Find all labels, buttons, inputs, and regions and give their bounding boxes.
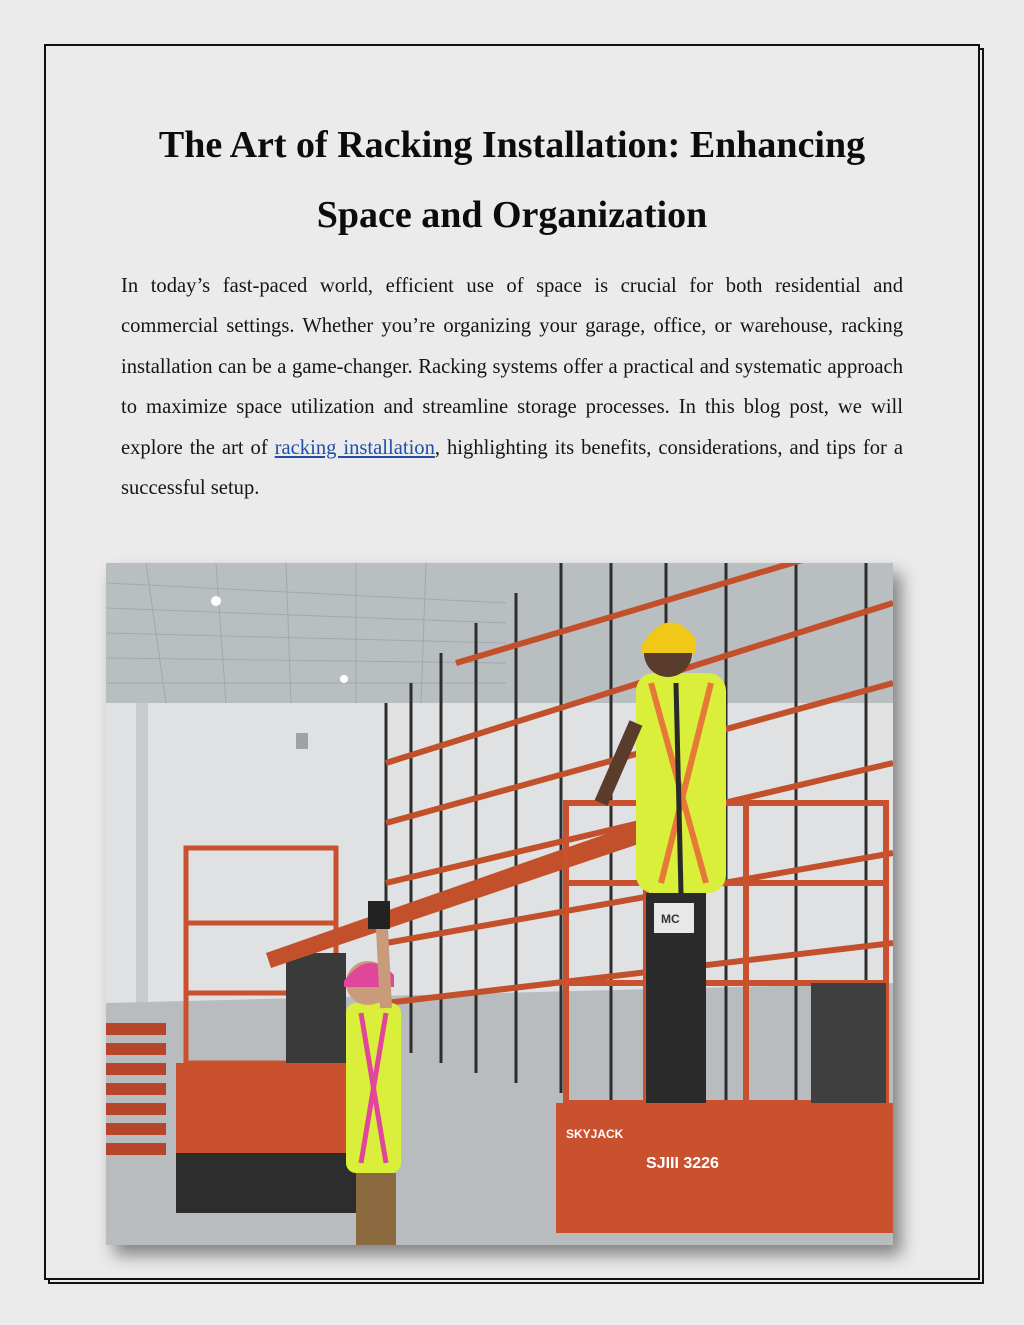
lift-label-brand: SKYJACK: [566, 1127, 624, 1141]
racking-installation-link[interactable]: racking installation: [274, 436, 435, 459]
ceiling-light: [211, 596, 221, 606]
wall-column: [136, 703, 148, 1023]
title-line-2: Space and Organization: [316, 194, 708, 236]
ceiling-light: [340, 675, 348, 683]
lift-label-model: SJIII 3226: [646, 1155, 719, 1172]
racking-installation-illustration: [106, 563, 893, 1245]
page-title: [60, 110, 964, 250]
vest-label: MC: [661, 912, 680, 926]
wall-sign: [296, 733, 308, 749]
intro-text-before-link: In today’s fast-paced world, efficient use of space is crucial for both residential and commercial settings. Whether you’re organizing your garage, office, or warehouse, racking installation can be a game-changer. Racking systems offer a practical and systematic approach to maximize space utilization and streamline storage processes. In this blog post, we will explore the art of: [121, 275, 903, 459]
warehouse-racking-photo: [106, 563, 893, 1245]
back-wall: [106, 703, 893, 1023]
intro-paragraph: [121, 266, 903, 508]
title-line-1: The Art of Racking Installation: Enhancing: [158, 124, 866, 166]
intro-text-after-link: , highlighting its benefits, considerations, and tips for a successful setup.: [121, 436, 903, 500]
